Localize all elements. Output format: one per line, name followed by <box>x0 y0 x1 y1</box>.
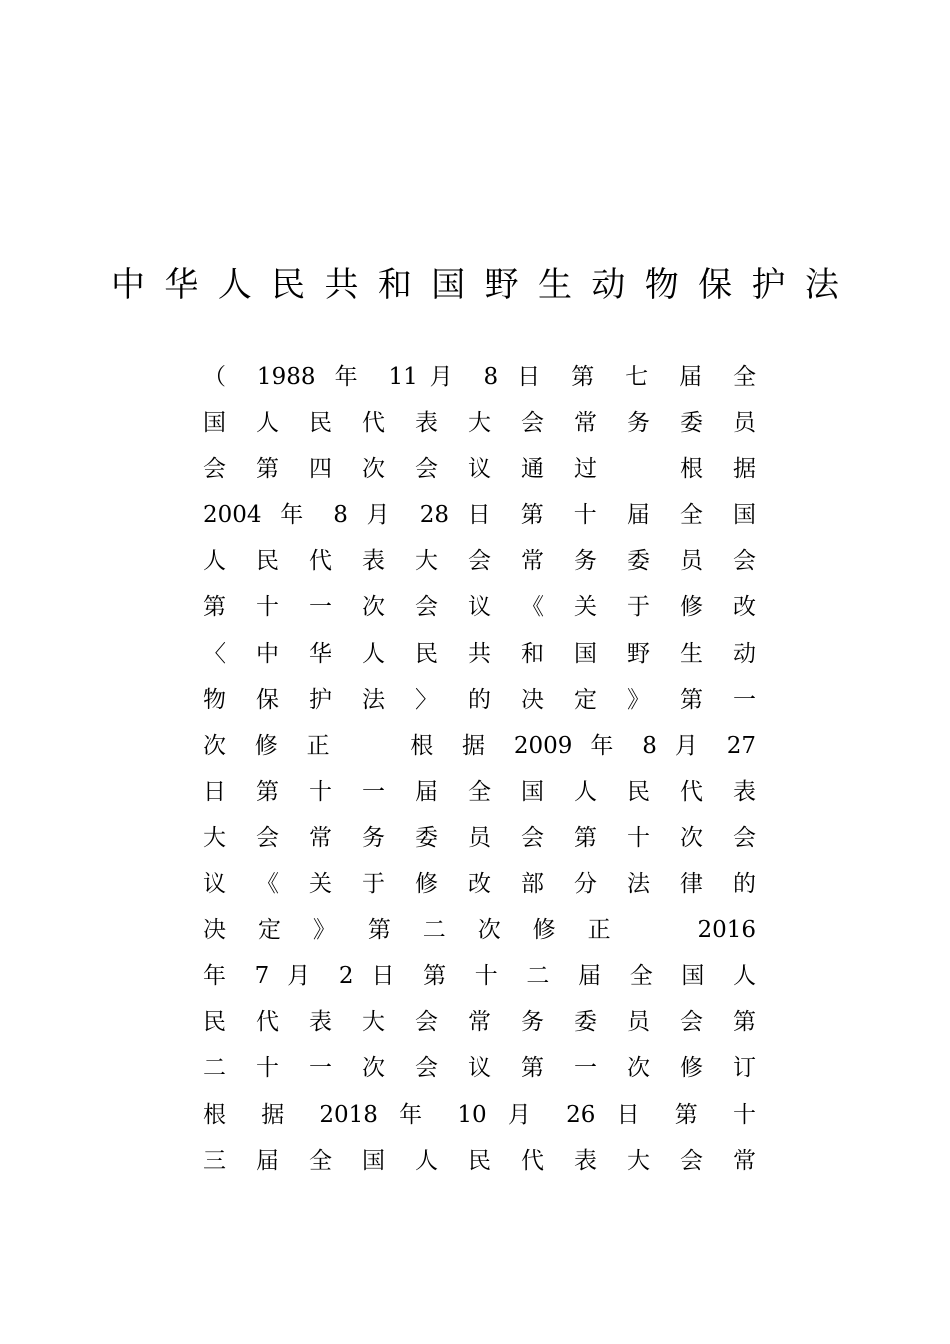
title-character: 护 <box>751 265 786 305</box>
text-line: 第 十 一 次 会 议 《 关 于 修 改 <box>203 594 756 621</box>
text-line: 2004 年 8 月 28 日 第 十 届 全 国 <box>203 502 756 529</box>
text-line: 民 代 表 大 会 常 务 委 员 会 第 <box>203 1009 756 1036</box>
title-character: 野 <box>484 265 519 305</box>
text-line: 根 据 2018 年 10 月 26 日 第 十 <box>203 1101 756 1128</box>
text-line: 年 7 月 2 日 第 十 二 届 全 国 人 <box>203 963 756 990</box>
title-character: 人 <box>217 265 252 305</box>
text-line: 决 定 》 第 二 次 修 正 2016 <box>203 917 756 944</box>
text-line: 会 第 四 次 会 议 通 过 根 据 <box>203 456 756 483</box>
title-character: 民 <box>271 265 306 305</box>
text-line: 国 人 民 代 表 大 会 常 务 委 员 <box>203 410 756 437</box>
text-line: 〈 中 华 人 民 共 和 国 野 生 动 <box>203 640 756 667</box>
title-character: 物 <box>644 265 679 305</box>
title-character: 华 <box>164 265 199 305</box>
title-character: 中 <box>111 265 145 305</box>
title-character: 法 <box>804 265 839 305</box>
text-line: （ 1988 年 11月 8 日 第 七 届 全 <box>203 364 756 390</box>
text-line: 物 保 护 法 〉 的 决 定 》 第 一 <box>203 686 756 713</box>
text-line: 三 届 全 国 人 民 代 表 大 会 常 <box>203 1147 756 1174</box>
text-line: 日 第 十 一 届 全 国 人 民 代 表 <box>203 778 756 805</box>
text-line: 大 会 常 务 委 员 会 第 十 次 会 <box>203 824 756 851</box>
title-character: 和 <box>377 265 412 305</box>
text-line: 议 《 关 于 修 改 部 分 法 律 的 <box>203 871 756 898</box>
title-character: 动 <box>591 265 626 305</box>
text-line: 次 修 正 根 据 2009 年 8 月 27 <box>203 732 756 759</box>
document-title <box>110 262 840 308</box>
preamble-text <box>203 354 756 1184</box>
title-character: 国 <box>431 265 466 305</box>
text-line: 二 十 一 次 会 议 第 一 次 修 订 <box>203 1055 756 1082</box>
text-line: 人 民 代 表 大 会 常 务 委 员 会 <box>203 548 756 575</box>
title-character: 共 <box>324 265 359 305</box>
title-character: 保 <box>698 265 733 305</box>
title-character: 生 <box>538 265 572 305</box>
